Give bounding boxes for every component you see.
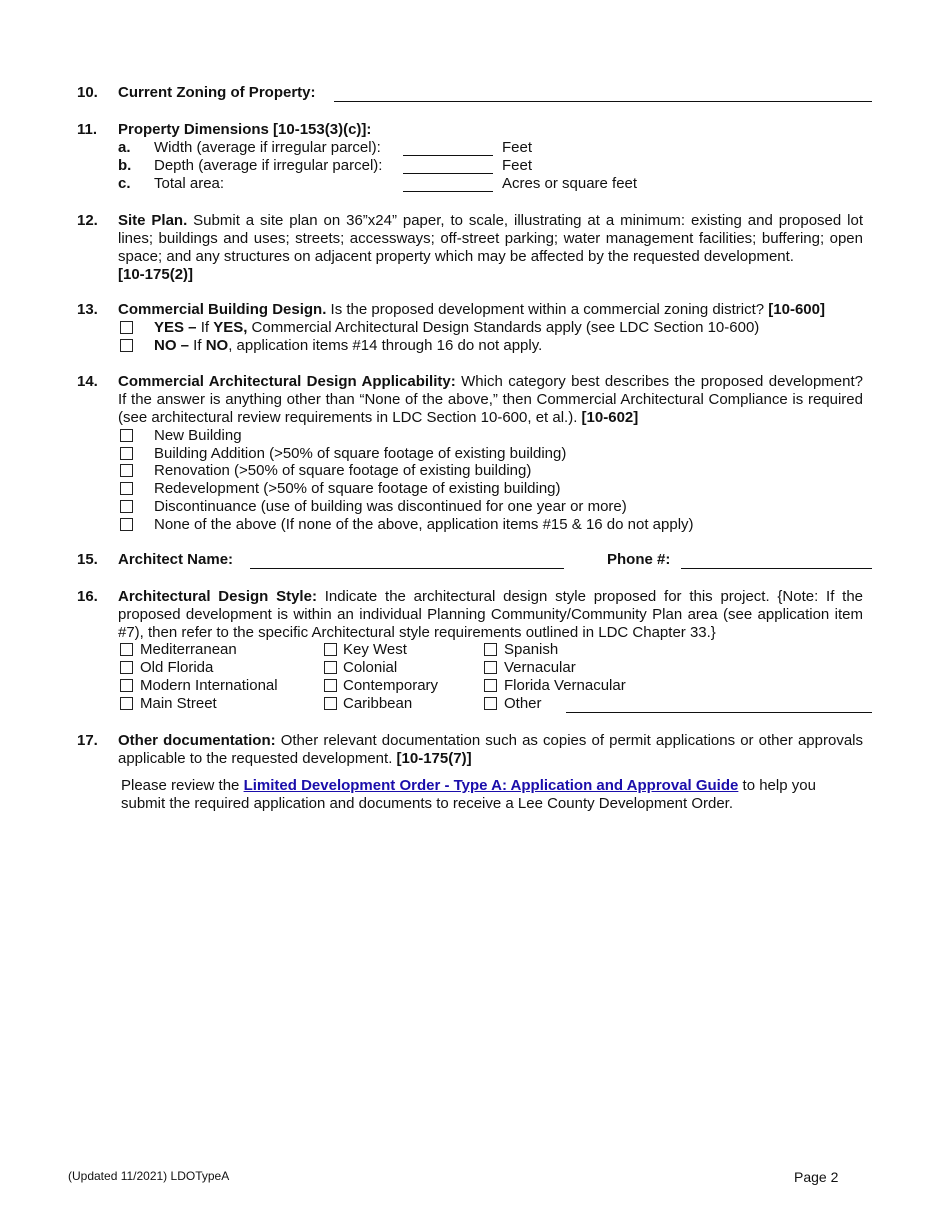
style-key-west: Key West [343, 641, 407, 658]
q14-option-renovation: Renovation (>50% of square footage of existing building) [154, 462, 532, 479]
q17-number: 17. [77, 732, 98, 749]
q15-label: Architect Name: [118, 551, 234, 568]
q13-ref: [10-600] [768, 301, 825, 318]
style-checkbox[interactable] [120, 679, 133, 692]
style-checkbox[interactable] [324, 661, 337, 674]
q16-body: Indicate the architectural design style proposed for this project. {Note: If the proposed development is within an individual Planning Community/Community Plan area (see application item #7), then refer to the specific Architectural style requirements outlined in LDC Chapter 33.} [118, 588, 864, 641]
q16-title: Architectural Design Style: [118, 588, 317, 605]
style-caribbean: Caribbean [343, 695, 413, 712]
q14-option-checkbox[interactable] [120, 500, 133, 513]
q13-yes-checkbox[interactable] [120, 321, 133, 334]
style-other: Other [504, 695, 542, 712]
width-field[interactable] [403, 155, 493, 156]
q12-number: 12. [77, 212, 98, 229]
q13-no-bold: NO [205, 337, 229, 354]
q11b-letter: b. [118, 157, 132, 174]
style-mediterranean: Mediterranean [140, 641, 237, 658]
q13-yes-option [154, 319, 759, 337]
q11-label: Property Dimensions [10-153(3)(c)]: [118, 121, 372, 138]
q14-title: Commercial Architectural Design Applicability: [118, 373, 456, 390]
depth-field[interactable] [403, 173, 493, 174]
q14-text [118, 373, 863, 427]
q13-text [118, 301, 825, 319]
q14-option-none: None of the above (If none of the above, application items #15 & 16 do not apply) [154, 516, 694, 533]
q12-text [118, 212, 863, 284]
q14-option-discontinuance: Discontinuance (use of building was discontinued for one year or more) [154, 498, 627, 515]
q15-number: 15. [77, 551, 98, 568]
style-checkbox[interactable] [484, 643, 497, 656]
q14-option-checkbox[interactable] [120, 518, 133, 531]
q11b-unit: Feet [502, 157, 533, 174]
q13-yes-mid: If [196, 319, 214, 336]
style-contemporary: Contemporary [343, 677, 439, 694]
q17-text [118, 732, 863, 768]
q13-yes-rest: Commercial Architectural Design Standards apply (see LDC Section 10-600) [247, 319, 760, 336]
q14-option-new-building: New Building [154, 427, 242, 444]
q16-text [118, 588, 863, 642]
phone-field[interactable] [681, 568, 872, 569]
q11c-label: Total area: [154, 175, 225, 192]
q10-number: 10. [77, 84, 98, 101]
style-checkbox[interactable] [484, 679, 497, 692]
q11b-label: Depth (average if irregular parcel): [154, 157, 383, 174]
q12-ref: [10-175(2)] [118, 266, 194, 283]
style-checkbox[interactable] [484, 661, 497, 674]
q13-no-checkbox[interactable] [120, 339, 133, 352]
style-checkbox[interactable] [484, 697, 497, 710]
q11-number: 11. [77, 121, 98, 138]
q10-label: Current Zoning of Property: [118, 84, 316, 101]
style-checkbox[interactable] [120, 643, 133, 656]
phone-label: Phone #: [607, 551, 671, 568]
style-checkbox[interactable] [120, 661, 133, 674]
review-note-line1 [121, 777, 816, 795]
q14-option-checkbox[interactable] [120, 482, 133, 495]
q13-title: Commercial Building Design. [118, 301, 327, 318]
q11c-letter: c. [118, 175, 131, 192]
q11a-letter: a. [118, 139, 131, 156]
review-note-line2: submit the required application and documents to receive a Lee County Development Order. [121, 795, 734, 812]
q14-option-redevelopment: Redevelopment (>50% of square footage of existing building) [154, 480, 561, 497]
architect-name-field[interactable] [250, 568, 564, 569]
q11a-unit: Feet [502, 139, 533, 156]
style-modern-international: Modern International [140, 677, 278, 694]
other-style-field[interactable] [566, 712, 872, 713]
style-florida-vernacular: Florida Vernacular [504, 677, 626, 694]
q14-option-checkbox[interactable] [120, 429, 133, 442]
style-spanish: Spanish [504, 641, 559, 658]
page-number: Page 2 [794, 1169, 839, 1185]
footer-updated: (Updated 11/2021) LDOTypeA [68, 1169, 230, 1183]
zoning-field[interactable] [334, 101, 872, 102]
guide-link[interactable]: Limited Development Order - Type A: Application and Approval Guide [243, 777, 739, 794]
q17-body: Other relevant documentation such as copies of permit applications or other approvals applicable to the requested development. [118, 732, 863, 767]
q17-ref: [10-175(7)] [396, 750, 472, 767]
q13-no-mid: If [189, 337, 206, 354]
style-main-street: Main Street [140, 695, 217, 712]
q13-yes-bold: YES, [213, 319, 248, 336]
style-checkbox[interactable] [324, 643, 337, 656]
q17-title: Other documentation: [118, 732, 276, 749]
q14-ref: [10-602] [581, 409, 639, 426]
style-checkbox[interactable] [120, 697, 133, 710]
q13-no-rest: , application items #14 through 16 do not apply. [228, 337, 543, 354]
q11c-unit: Acres or square feet [502, 175, 638, 192]
q14-option-building-addition: Building Addition (>50% of square footage of existing building) [154, 445, 567, 462]
total-area-field[interactable] [403, 191, 493, 192]
q16-number: 16. [77, 588, 98, 605]
style-vernacular: Vernacular [504, 659, 576, 676]
style-checkbox[interactable] [324, 697, 337, 710]
q13-yes-lead: YES – [154, 319, 197, 336]
q13-number: 13. [77, 301, 98, 318]
q12-body: Submit a site plan on 36”x24” paper, to scale, illustrating at a minimum: existing and proposed lot lines; buildings and uses; streets; accessways; off-street parking; water management facilities; buffering; open space; and any structures on adjacent property which may be affected by the requested development. [118, 212, 863, 265]
q13-no-option [154, 337, 542, 355]
q13-no-lead: NO – [154, 337, 190, 354]
q14-number: 14. [77, 373, 98, 390]
q12-title: Site Plan. [118, 212, 188, 229]
style-colonial: Colonial [343, 659, 398, 676]
style-checkbox[interactable] [324, 679, 337, 692]
review-pre: Please review the [121, 777, 244, 794]
q14-option-checkbox[interactable] [120, 464, 133, 477]
q11a-label: Width (average if irregular parcel): [154, 139, 381, 156]
q14-option-checkbox[interactable] [120, 447, 133, 460]
q13-body: Is the proposed development within a commercial zoning district? [326, 301, 769, 318]
style-old-florida: Old Florida [140, 659, 214, 676]
review-post: to help you [738, 777, 816, 794]
q14-body: Which category best describes the proposed development? If the answer is anything other than “None of the above,” then Commercial Architectural Compliance is required (see architectural review requirements in LDC Section 10-600, et al.). [118, 373, 863, 426]
